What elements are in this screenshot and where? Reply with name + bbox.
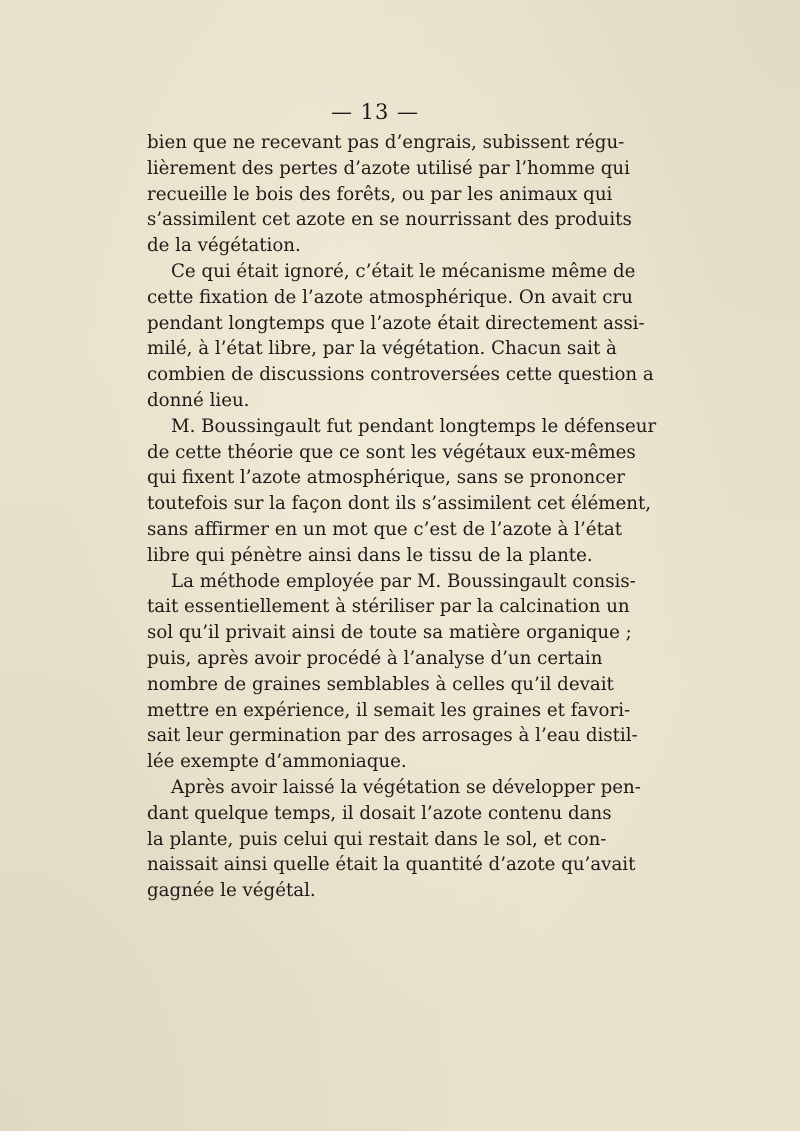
text-line: sans affirmer en un mot que c’est de l’azote à l’état xyxy=(147,518,623,540)
text-line: de la végétation. xyxy=(147,235,301,257)
text-line: qui fixent l’azote atmosphérique, sans se prononcer xyxy=(147,467,625,489)
text-line: s’assimilent cet azote en se nourrissant des produits xyxy=(147,209,632,231)
text-line: de cette théorie que ce sont les végétaux eux-mêmes xyxy=(147,441,636,463)
text-line: donné lieu. xyxy=(147,389,250,411)
text-line: sait leur germination par des arrosages à l’eau distil- xyxy=(147,725,638,747)
text-line: M. Boussingault fut pendant longtemps le défenseur xyxy=(171,415,657,437)
text-line: lièrement des pertes d’azote utilisé par l’homme qui xyxy=(147,157,630,179)
text-line: nombre de graines semblables à celles qu’il devait xyxy=(147,673,614,695)
text-line: pendant longtemps que l’azote était directement assi- xyxy=(147,312,645,334)
text-line: la plante, puis celui qui restait dans le sol, et con- xyxy=(147,828,607,850)
text-line: mettre en expérience, il semait les graines et favori- xyxy=(147,699,631,721)
body-text xyxy=(147,130,657,904)
text-line: Après avoir laissé la végétation se développer pen- xyxy=(171,776,641,798)
text-line: tait essentiellement à stériliser par la calcination un xyxy=(147,596,630,618)
text-line: La méthode employée par M. Boussingault consis- xyxy=(171,570,636,592)
text-line: Ce qui était ignoré, c’était le mécanisme même de xyxy=(171,260,636,282)
text-line: puis, après avoir procédé à l’analyse d’un certain xyxy=(147,647,603,669)
text-line: sol qu’il privait ainsi de toute sa matière organique ; xyxy=(147,622,632,644)
text-line: milé, à l’état libre, par la végétation. Chacun sait à xyxy=(147,338,617,360)
text-line: cette fixation de l’azote atmosphérique. On avait cru xyxy=(147,286,633,308)
page-number: — 13 — xyxy=(330,100,420,124)
text-line: dant quelque temps, il dosait l’azote contenu dans xyxy=(147,802,612,824)
text-line: naissait ainsi quelle était la quantité d’azote qu’avait xyxy=(147,854,636,876)
text-line: lée exempte d’ammoniaque. xyxy=(147,751,407,773)
text-line: gagnée le végétal. xyxy=(147,880,316,902)
text-line: combien de discussions controversées cette question a xyxy=(147,364,654,386)
text-line: libre qui pénètre ainsi dans le tissu de la plante. xyxy=(147,544,593,566)
text-line: bien que ne recevant pas d’engrais, subissent régu- xyxy=(147,132,625,153)
text-line: recueille le bois des forêts, ou par les animaux qui xyxy=(147,183,613,205)
text-line: toutefois sur la façon dont ils s’assimilent cet élément, xyxy=(147,493,652,515)
